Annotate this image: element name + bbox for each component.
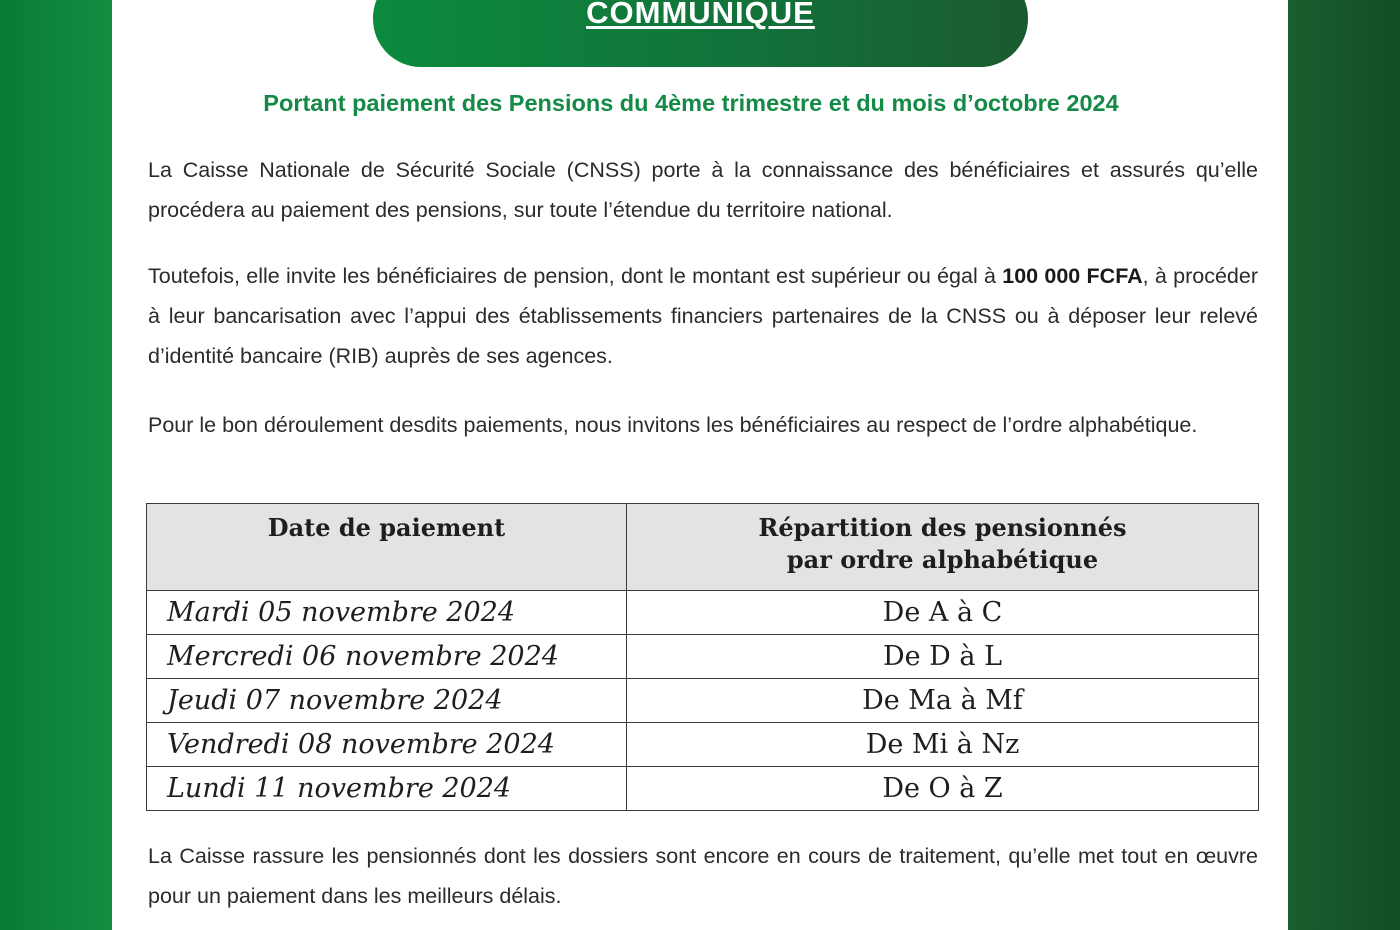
header-payment-date-label: Date de paiement bbox=[267, 513, 506, 542]
alphabet-range: De D à L bbox=[627, 635, 1259, 679]
payment-date: Lundi 11 novembre 2024 bbox=[147, 767, 627, 811]
left-green-border bbox=[0, 0, 112, 930]
amount-threshold: 100 000 FCFA bbox=[1002, 264, 1143, 288]
bank-paragraph bbox=[148, 256, 1258, 376]
header-distribution-line2: par ordre alphabétique bbox=[786, 545, 1099, 574]
order-paragraph: Pour le bon déroulement desdits paiements, nous invitons les bénéficiaires au respect de l’ordre alphabétique. bbox=[148, 413, 1198, 437]
right-green-border bbox=[1288, 0, 1400, 930]
header-payment-date bbox=[147, 504, 627, 591]
header-distribution-line1: Répartition des pensionnés bbox=[758, 513, 1127, 542]
table-row bbox=[147, 591, 1259, 635]
document-subtitle: Portant paiement des Pensions du 4ème trimestre et du mois d’octobre 2024 bbox=[263, 90, 1119, 116]
table-row bbox=[147, 723, 1259, 767]
header-distribution bbox=[627, 504, 1259, 591]
banner-title: COMMUNIQUE bbox=[586, 0, 815, 30]
table-row bbox=[147, 635, 1259, 679]
table-header-row bbox=[147, 504, 1259, 591]
payment-date: Vendredi 08 novembre 2024 bbox=[147, 723, 627, 767]
payment-date: Jeudi 07 novembre 2024 bbox=[147, 679, 627, 723]
bank-paragraph-text-end: , à procéder à leur bancarisation avec l’appui des établissements financiers partenaires de la CNSS ou à déposer leur relevé d’identité bancaire (RIB) auprès de ses agences. bbox=[148, 264, 1259, 368]
alphabet-range: De Mi à Nz bbox=[627, 723, 1259, 767]
closing-paragraph: La Caisse rassure les pensionnés dont les dossiers sont encore en cours de traitement, qu’elle met tout en œuvre pour un paiement dans les meilleurs délais. bbox=[148, 844, 1258, 908]
communique-banner bbox=[373, 0, 1028, 67]
alphabet-range: De Ma à Mf bbox=[627, 679, 1259, 723]
alphabet-range: De O à Z bbox=[627, 767, 1259, 811]
alphabet-range: De A à C bbox=[627, 591, 1259, 635]
table-row bbox=[147, 767, 1259, 811]
payment-date: Mercredi 06 novembre 2024 bbox=[147, 635, 627, 679]
payment-date: Mardi 05 novembre 2024 bbox=[147, 591, 627, 635]
payment-schedule-table bbox=[146, 503, 1259, 811]
intro-paragraph: La Caisse Nationale de Sécurité Sociale (CNSS) porte à la connaissance des bénéficiaires et assurés qu’elle procédera au paiement des pensions, sur toute l’étendue du territoire national. bbox=[148, 158, 1258, 222]
bank-paragraph-text-start: Toutefois, elle invite les bénéficiaires de pension, dont le montant est supérieur ou égal à bbox=[148, 264, 1003, 288]
table-row bbox=[147, 679, 1259, 723]
